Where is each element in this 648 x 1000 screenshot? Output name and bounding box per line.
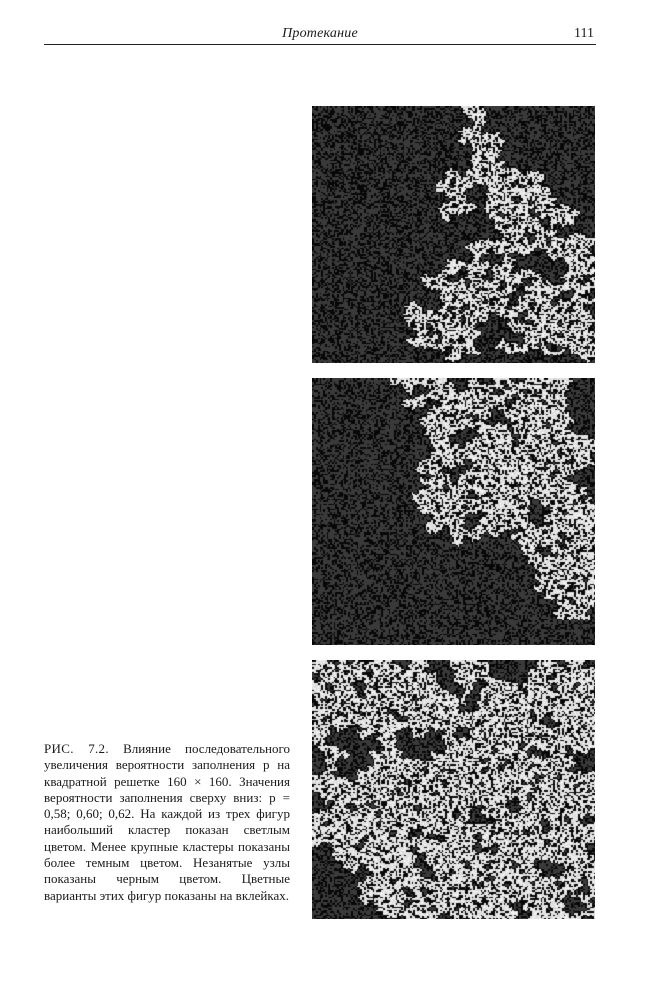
lattice-canvas-middle	[312, 378, 595, 645]
lattice-panel-middle	[312, 378, 595, 645]
running-title: Протекание	[282, 26, 358, 41]
figure-caption-text: Влияние последовательного увеличения вероятности заполнения p на квадратной решетке 160 × 160. Значения вероятности заполнения сверху вниз: p = 0,58; 0,60; 0,62. На каждой из трех фигур наибольший кластер показан светлым цветом. Менее крупные кластеры показаны более темным цветом. Незанятые узлы показаны черным цветом. Цветные варианты этих фигур показаны на вклейках.	[44, 741, 291, 903]
figure-label: РИС. 7.2.	[44, 741, 109, 756]
lattice-canvas-top	[312, 106, 595, 363]
page-number: 111	[574, 26, 594, 41]
lattice-panel-bottom	[312, 660, 595, 919]
figure-caption	[44, 741, 290, 904]
running-head	[44, 24, 596, 45]
lattice-panel-top	[312, 106, 595, 363]
lattice-canvas-bottom	[312, 660, 595, 919]
